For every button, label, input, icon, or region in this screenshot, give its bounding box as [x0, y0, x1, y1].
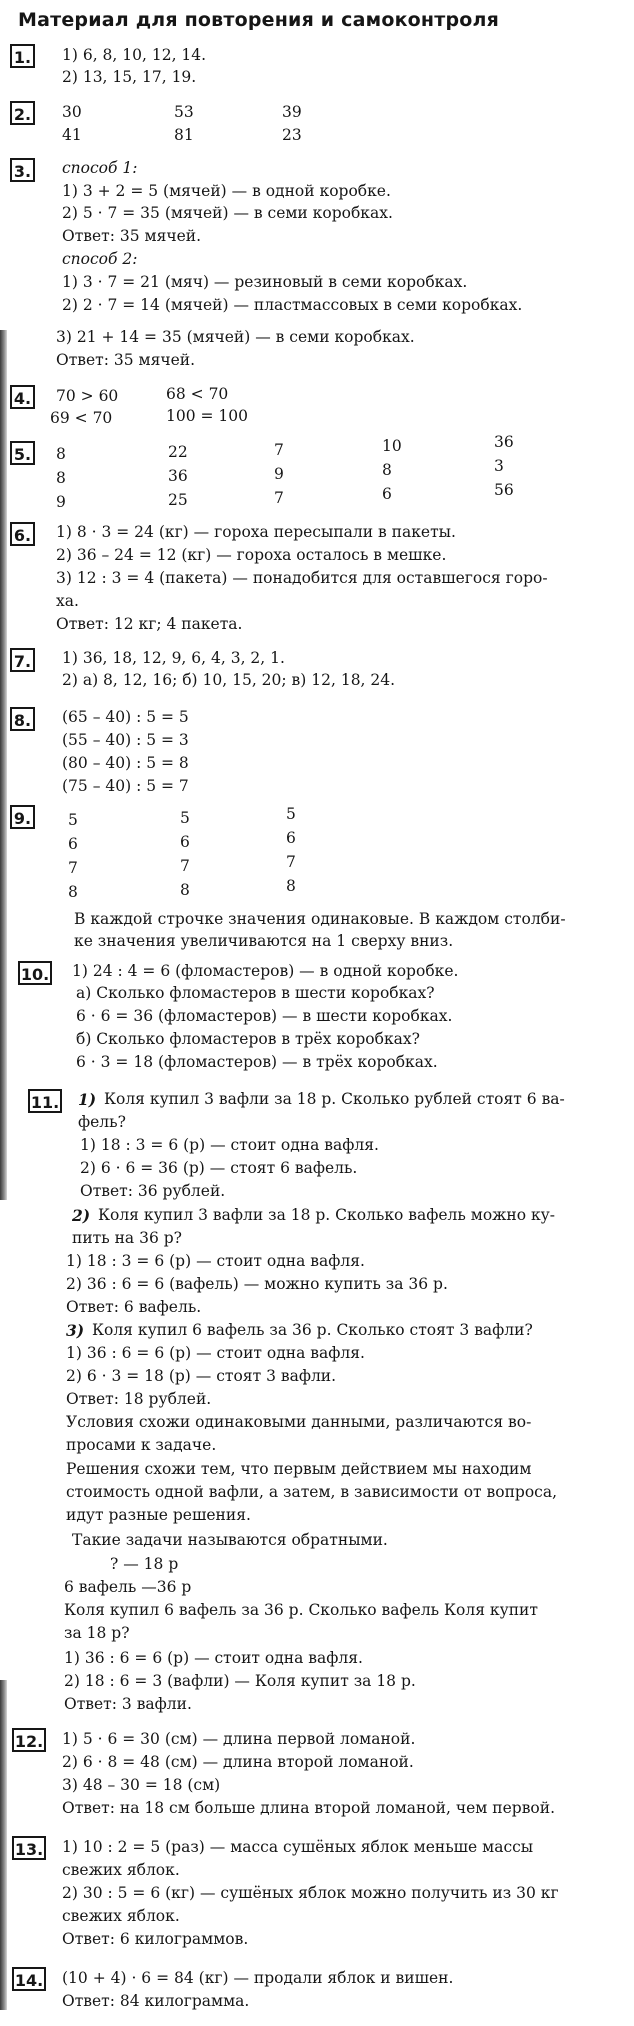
grid-cell: 3 — [494, 457, 504, 475]
answer-line: 6 вафель —36 р — [64, 1578, 192, 1596]
answer-line: Условия схожи одинаковыми данными, различаются во- — [66, 1413, 532, 1431]
answer-line: 2) 6 · 3 = 18 (р) — стоят 3 вафли. — [66, 1367, 337, 1385]
answer-line: 2) 5 · 7 = 35 (мячей) — в семи коробках. — [62, 204, 393, 222]
answer-line: 1) 36, 18, 12, 9, 6, 4, 3, 2, 1. — [62, 649, 285, 667]
problem-number: 3. — [10, 158, 35, 182]
answer-line: 6 · 3 = 18 (фломастеров) — в трёх коробках. — [76, 1053, 438, 1071]
grid-cell: 100 = 100 — [166, 407, 249, 425]
answer-line: (55 – 40) : 5 = 3 — [62, 731, 189, 749]
answer-line: ха. — [56, 592, 79, 610]
grid-cell: 7 — [274, 441, 284, 459]
answer-line: 1) 36 : 6 = 6 (р) — стоит одна вафля. — [66, 1344, 365, 1362]
grid-cell: 6 — [68, 835, 78, 853]
grid-cell: 30 — [62, 103, 82, 121]
grid-cell: 6 — [382, 485, 392, 503]
answer-line: просами к задаче. — [66, 1436, 217, 1454]
grid-cell: 7 — [274, 489, 284, 507]
grid-cell: 36 — [494, 433, 514, 451]
problem-number: 5. — [10, 441, 35, 465]
problem-number: 7. — [10, 648, 35, 672]
answer-line: 2) 36 : 6 = 6 (вафель) — можно купить за 36 р. — [66, 1275, 448, 1293]
answer-line: 3) 21 + 14 = 35 (мячей) — в семи коробках. — [56, 328, 415, 346]
grid-cell: 10 — [382, 437, 402, 455]
answer-line: 6 · 6 = 36 (фломастеров) — в шести коробках. — [76, 1007, 453, 1025]
answer-line: пить на 36 р? — [72, 1229, 182, 1247]
answer-line: 2) 6 · 6 = 36 (р) — стоят 6 вафель. — [80, 1159, 358, 1177]
problem-number: 11. — [28, 1089, 62, 1113]
answer-line: Ответ: 35 мячей. — [62, 227, 202, 245]
scan-edge — [0, 330, 7, 1200]
grid-cell: 41 — [62, 126, 82, 144]
problem-number: 9. — [10, 805, 35, 829]
answer-line: Такие задачи называются обратными. — [72, 1531, 388, 1549]
grid-cell: 68 < 70 — [166, 385, 229, 403]
page-title: Материал для повторения и самоконтроля — [18, 9, 500, 31]
answer-line: 1) 3 · 7 = 21 (мяч) — резиновый в семи коробках. — [62, 273, 468, 291]
answer-line: Коля купил 6 вафель за 36 р. Сколько стоят 3 вафли? — [92, 1321, 533, 1339]
answer-line: свежих яблок. — [62, 1907, 180, 1925]
answer-line: Коля купил 3 вафли за 18 р. Сколько рублей стоят 6 ва- — [104, 1090, 565, 1108]
grid-cell: 8 — [180, 881, 190, 899]
problem-number: 10. — [18, 961, 52, 985]
grid-cell: 9 — [274, 465, 284, 483]
answer-line: Коля купил 6 вафель за 36 р. Сколько вафель Коля купит — [64, 1601, 538, 1619]
answer-line: ке значения увеличиваются на 1 сверху вниз. — [74, 932, 454, 950]
grid-cell: 6 — [180, 833, 190, 851]
grid-cell: 8 — [56, 469, 66, 487]
answer-line: 1) 36 : 6 = 6 (р) — стоит одна вафля. — [64, 1649, 363, 1667]
grid-cell: 56 — [494, 481, 514, 499]
problem-number: 6. — [10, 522, 35, 546]
answer-line: Коля купил 3 вафли за 18 р. Сколько вафель можно ку- — [98, 1206, 556, 1224]
grid-cell: 39 — [282, 103, 302, 121]
grid-cell: 22 — [168, 443, 188, 461]
grid-cell: 69 < 70 — [50, 409, 113, 427]
grid-cell: 6 — [286, 829, 296, 847]
problem-number: 12. — [12, 1728, 46, 1752]
answer-line: 1) 18 : 3 = 6 (р) — стоит одна вафля. — [80, 1136, 379, 1154]
answer-line: 3) 48 – 30 = 18 (см) — [62, 1776, 221, 1794]
scan-edge — [0, 1680, 7, 2010]
part-label: 2) — [72, 1206, 91, 1225]
answer-line: 2) 36 – 24 = 12 (кг) — гороха осталось в мешке. — [56, 546, 447, 564]
problem-number: 13. — [12, 1836, 46, 1860]
grid-cell: 9 — [56, 493, 66, 511]
answer-line: 2) 2 · 7 = 14 (мячей) — пластмассовых в семи коробках. — [62, 296, 523, 314]
answer-line: Ответ: 36 рублей. — [80, 1182, 226, 1200]
grid-cell: 5 — [180, 809, 190, 827]
problem-number: 1. — [10, 44, 35, 68]
grid-cell: 70 > 60 — [56, 387, 119, 405]
answer-line: ? — 18 р — [110, 1555, 179, 1573]
part-label: 1) — [78, 1090, 97, 1109]
answer-line: 1) 18 : 3 = 6 (р) — стоит одна вафля. — [66, 1252, 365, 1270]
answer-line: 1) 3 + 2 = 5 (мячей) — в одной коробке. — [62, 182, 391, 200]
answer-line: 3) 12 : 3 = 4 (пакета) — понадобится для оставшегося горо- — [56, 569, 548, 587]
problem-number: 2. — [10, 101, 35, 125]
problem-number: 4. — [10, 385, 35, 409]
answer-line: а) Сколько фломастеров в шести коробках? — [76, 984, 435, 1002]
answer-line: Решения схожи тем, что первым действием мы находим — [66, 1460, 532, 1478]
grid-cell: 5 — [286, 805, 296, 823]
grid-cell: 81 — [174, 126, 194, 144]
problem-number: 14. — [12, 1967, 46, 1991]
grid-cell: 7 — [286, 853, 296, 871]
answer-line: Ответ: 18 рублей. — [66, 1390, 212, 1408]
method-label: способ 1: — [62, 159, 138, 177]
answer-line: (75 – 40) : 5 = 7 — [62, 777, 189, 795]
answer-line: Ответ: 3 вафли. — [64, 1695, 192, 1713]
answer-line: 2) 13, 15, 17, 19. — [62, 68, 197, 86]
grid-cell: 53 — [174, 103, 194, 121]
grid-cell: 8 — [68, 883, 78, 901]
answer-line: б) Сколько фломастеров в трёх коробках? — [76, 1030, 420, 1048]
answer-line: 1) 5 · 6 = 30 (см) — длина первой ломаной. — [62, 1730, 416, 1748]
answer-line: 2) а) 8, 12, 16; б) 10, 15, 20; в) 12, 18, 24. — [62, 671, 396, 689]
answer-line: фель? — [78, 1113, 126, 1131]
part-label: 3) — [66, 1321, 85, 1340]
grid-cell: 23 — [282, 126, 302, 144]
grid-cell: 36 — [168, 467, 188, 485]
answer-line: Ответ: 84 килограмма. — [62, 1992, 250, 2010]
grid-cell: 7 — [68, 859, 78, 877]
answer-line: 1) 6, 8, 10, 12, 14. — [62, 46, 207, 64]
answer-line: 1) 10 : 2 = 5 (раз) — масса сушёных яблок меньше массы — [62, 1838, 534, 1856]
answer-line: Ответ: 6 вафель. — [66, 1298, 202, 1316]
answer-line: 1) 8 · 3 = 24 (кг) — гороха пересыпали в пакеты. — [56, 523, 456, 541]
answer-line: стоимость одной вафли, а затем, в зависимости от вопроса, — [66, 1483, 558, 1501]
answer-line: свежих яблок. — [62, 1861, 180, 1879]
method-label: способ 2: — [62, 250, 138, 268]
answer-line: идут разные решения. — [66, 1506, 251, 1524]
answer-line: (10 + 4) · 6 = 84 (кг) — продали яблок и вишен. — [62, 1969, 454, 1987]
answer-line: В каждой строчке значения одинаковые. В каждом столби- — [74, 910, 566, 928]
answer-line: за 18 р? — [64, 1624, 130, 1642]
answer-line: Ответ: 35 мячей. — [56, 351, 196, 369]
answer-line: 2) 6 · 8 = 48 (см) — длина второй ломаной. — [62, 1753, 414, 1771]
grid-cell: 8 — [286, 877, 296, 895]
answer-line: Ответ: 12 кг; 4 пакета. — [56, 615, 243, 633]
grid-cell: 8 — [382, 461, 392, 479]
grid-cell: 5 — [68, 811, 78, 829]
answer-line: 1) 24 : 4 = 6 (фломастеров) — в одной коробке. — [72, 962, 459, 980]
grid-cell: 8 — [56, 445, 66, 463]
answer-line: (80 – 40) : 5 = 8 — [62, 754, 189, 772]
grid-cell: 25 — [168, 491, 188, 509]
answer-line: Ответ: на 18 см больше длина второй ломаной, чем первой. — [62, 1799, 556, 1817]
answer-line: 2) 30 : 5 = 6 (кг) — сушёных яблок можно получить из 30 кг — [62, 1884, 559, 1902]
answer-line: Ответ: 6 килограммов. — [62, 1930, 249, 1948]
problem-number: 8. — [10, 707, 35, 731]
answer-line: 2) 18 : 6 = 3 (вафли) — Коля купит за 18 р. — [64, 1672, 416, 1690]
answer-line: (65 – 40) : 5 = 5 — [62, 708, 189, 726]
grid-cell: 7 — [180, 857, 190, 875]
